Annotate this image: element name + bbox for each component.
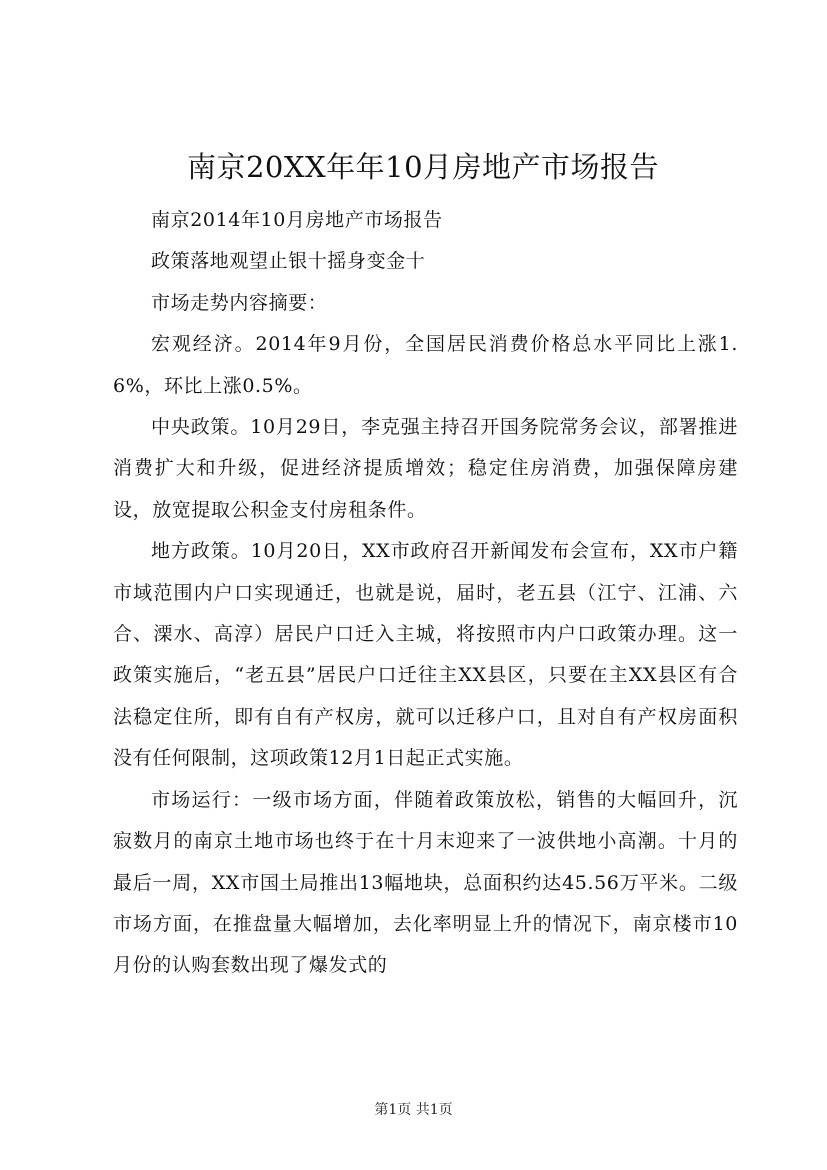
document-title: 南京20XX年年10月房地产市场报告 bbox=[186, 150, 660, 184]
document-body bbox=[113, 200, 738, 987]
page-footer: 第1页 共1页 bbox=[374, 1102, 453, 1118]
paragraph-local-policy: 地方政策。10月20日，XX市政府召开新闻发布会宣布，XX市户籍市域范围内户口实现通迁，也就是说，届时，老五县（江宁、江浦、六合、溧水、高淳）居民户口迁入主城，将按照市内户口政策办理。这一政策实施后，“老五县”居民户口迁往主XX县区，只要在主XX县区有合法稳定住所，即有自有产权房，就可以迁移户口，且对自有产权房面积没有任何限制，这项政策12月1日起正式实施。 bbox=[113, 540, 738, 770]
paragraph-headline: 政策落地观望止银十摇身变金十 bbox=[151, 250, 426, 273]
paragraph-market-operation: 市场运行：一级市场方面，伴随着政策放松，销售的大幅回升，沉寂数月的南京土地市场也终于在十月末迎来了一波供地小高潮。十月的最后一周，XX市国土局推出13幅地块，总面积约达45.56万平米。二级市场方面，在推盘量大幅增加，去化率明显上升的情况下，南京楼市10月份的认购套数出现了爆发式的 bbox=[113, 788, 738, 977]
paragraph-summary-heading: 市场走势内容摘要： bbox=[151, 291, 328, 314]
paragraph-subtitle: 南京2014年10月房地产市场报告 bbox=[151, 209, 443, 231]
paragraph-macro-economy: 宏观经济。2014年9月份，全国居民消费价格总水平同比上涨1.6%，环比上涨0.5%。 bbox=[113, 333, 738, 397]
paragraph-central-policy: 中央政策。10月29日，李克强主持召开国务院常务会议，部署推进消费扩大和升级，促进经济提质增效；稳定住房消费，加强保障房建设，放宽提取公积金支付房租条件。 bbox=[113, 416, 738, 521]
